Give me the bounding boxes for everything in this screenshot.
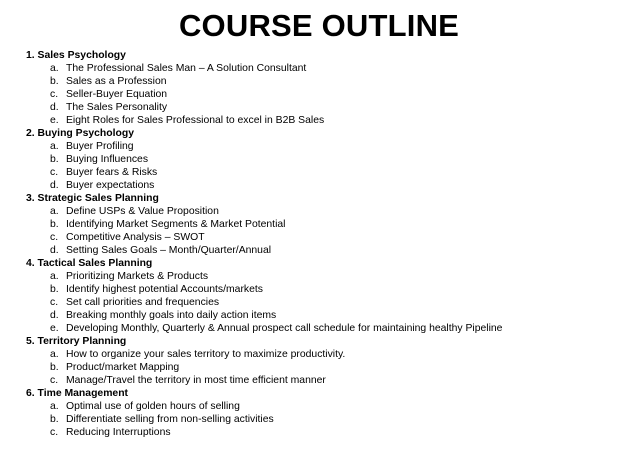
list-item-text: The Sales Personality xyxy=(66,102,168,113)
list-item xyxy=(26,205,626,218)
list-item-text: Setting Sales Goals – Month/Quarter/Annual xyxy=(66,245,272,256)
list-item xyxy=(26,322,626,335)
list-item-letter: c. xyxy=(50,375,59,386)
list-item-text: Prioritizing Markets & Products xyxy=(66,271,209,282)
list-item xyxy=(26,101,626,114)
list-item-letter: b. xyxy=(50,219,59,230)
list-item-text: How to organize your sales territory to maximize productivity. xyxy=(66,349,346,360)
list-item xyxy=(26,140,626,153)
list-item-text: The Professional Sales Man – A Solution Consultant xyxy=(66,63,307,74)
list-item-letter: b. xyxy=(50,284,59,295)
list-item-text: Set call priorities and frequencies xyxy=(66,297,220,308)
list-item-text: Eight Roles for Sales Professional to excel in B2B Sales xyxy=(66,115,325,126)
list-item-letter: c. xyxy=(50,427,59,438)
list-item xyxy=(26,88,626,101)
section-items xyxy=(26,270,626,335)
list-item xyxy=(26,114,626,127)
list-item-text: Product/market Mapping xyxy=(66,362,180,373)
section-heading: 3. Strategic Sales Planning xyxy=(26,193,159,204)
list-item-letter: c. xyxy=(50,297,59,308)
list-item xyxy=(26,270,626,283)
section-heading: 1. Sales Psychology xyxy=(26,50,126,61)
list-item-letter: e. xyxy=(50,323,59,334)
list-item-letter: d. xyxy=(50,180,59,191)
list-item-letter: a. xyxy=(50,271,59,282)
list-item-letter: b. xyxy=(50,76,59,87)
list-item-letter: a. xyxy=(50,141,59,152)
list-item-letter: a. xyxy=(50,349,59,360)
outline-section xyxy=(26,387,626,439)
list-item xyxy=(26,283,626,296)
section-heading: 2. Buying Psychology xyxy=(26,128,134,139)
outline-section xyxy=(26,335,626,387)
section-items xyxy=(26,140,626,192)
outline-section xyxy=(26,127,626,192)
list-item-text: Reducing Interruptions xyxy=(66,427,171,438)
list-item-letter: d. xyxy=(50,102,59,113)
section-heading: 4. Tactical Sales Planning xyxy=(26,258,153,269)
list-item-text: Buyer Profiling xyxy=(66,141,134,152)
section-heading: 6. Time Management xyxy=(26,388,129,399)
section-items xyxy=(26,348,626,387)
outline-section xyxy=(26,257,626,335)
list-item xyxy=(26,361,626,374)
list-item xyxy=(26,179,626,192)
page-title: COURSE OUTLINE xyxy=(178,8,460,43)
list-item xyxy=(26,166,626,179)
list-item-text: Identifying Market Segments & Market Potential xyxy=(66,219,286,230)
list-item xyxy=(26,426,626,439)
list-item-letter: c. xyxy=(50,89,59,100)
list-item-letter: c. xyxy=(50,232,59,243)
list-item-letter: e. xyxy=(50,115,59,126)
list-item-letter: d. xyxy=(50,245,59,256)
list-item-letter: a. xyxy=(50,401,59,412)
list-item-text: Optimal use of golden hours of selling xyxy=(66,401,240,412)
list-item xyxy=(26,348,626,361)
list-item xyxy=(26,400,626,413)
course-outline-list xyxy=(26,49,626,439)
list-item-letter: b. xyxy=(50,154,59,165)
list-item xyxy=(26,244,626,257)
list-item-letter: a. xyxy=(50,206,59,217)
outline-section xyxy=(26,192,626,257)
list-item xyxy=(26,309,626,322)
list-item-text: Seller-Buyer Equation xyxy=(66,89,168,100)
section-items xyxy=(26,62,626,127)
list-item-letter: d. xyxy=(50,310,59,321)
list-item-text: Identify highest potential Accounts/markets xyxy=(66,284,263,295)
list-item-text: Competitive Analysis – SWOT xyxy=(66,232,205,243)
section-items xyxy=(26,400,626,439)
list-item-letter: b. xyxy=(50,414,59,425)
section-heading: 5. Territory Planning xyxy=(26,336,127,347)
list-item-text: Developing Monthly, Quarterly & Annual prospect call schedule for maintaining healthy Pipeline xyxy=(66,323,503,334)
list-item-letter: c. xyxy=(50,167,59,178)
list-item xyxy=(26,218,626,231)
list-item-text: Buyer expectations xyxy=(66,180,155,191)
list-item-text: Buying Influences xyxy=(66,154,149,165)
list-item xyxy=(26,62,626,75)
list-item-text: Buyer fears & Risks xyxy=(66,167,158,178)
list-item-text: Manage/Travel the territory in most time efficient manner xyxy=(66,375,326,386)
list-item-text: Differentiate selling from non-selling activities xyxy=(66,414,274,425)
list-item xyxy=(26,296,626,309)
list-item xyxy=(26,413,626,426)
section-items xyxy=(26,205,626,257)
list-item-text: Breaking monthly goals into daily action items xyxy=(66,310,277,321)
list-item xyxy=(26,231,626,244)
list-item xyxy=(26,374,626,387)
list-item-letter: a. xyxy=(50,63,59,74)
list-item-text: Define USPs & Value Proposition xyxy=(66,206,219,217)
outline-section xyxy=(26,49,626,127)
list-item xyxy=(26,153,626,166)
list-item-letter: b. xyxy=(50,362,59,373)
list-item-text: Sales as a Profession xyxy=(66,76,167,87)
list-item xyxy=(26,75,626,88)
